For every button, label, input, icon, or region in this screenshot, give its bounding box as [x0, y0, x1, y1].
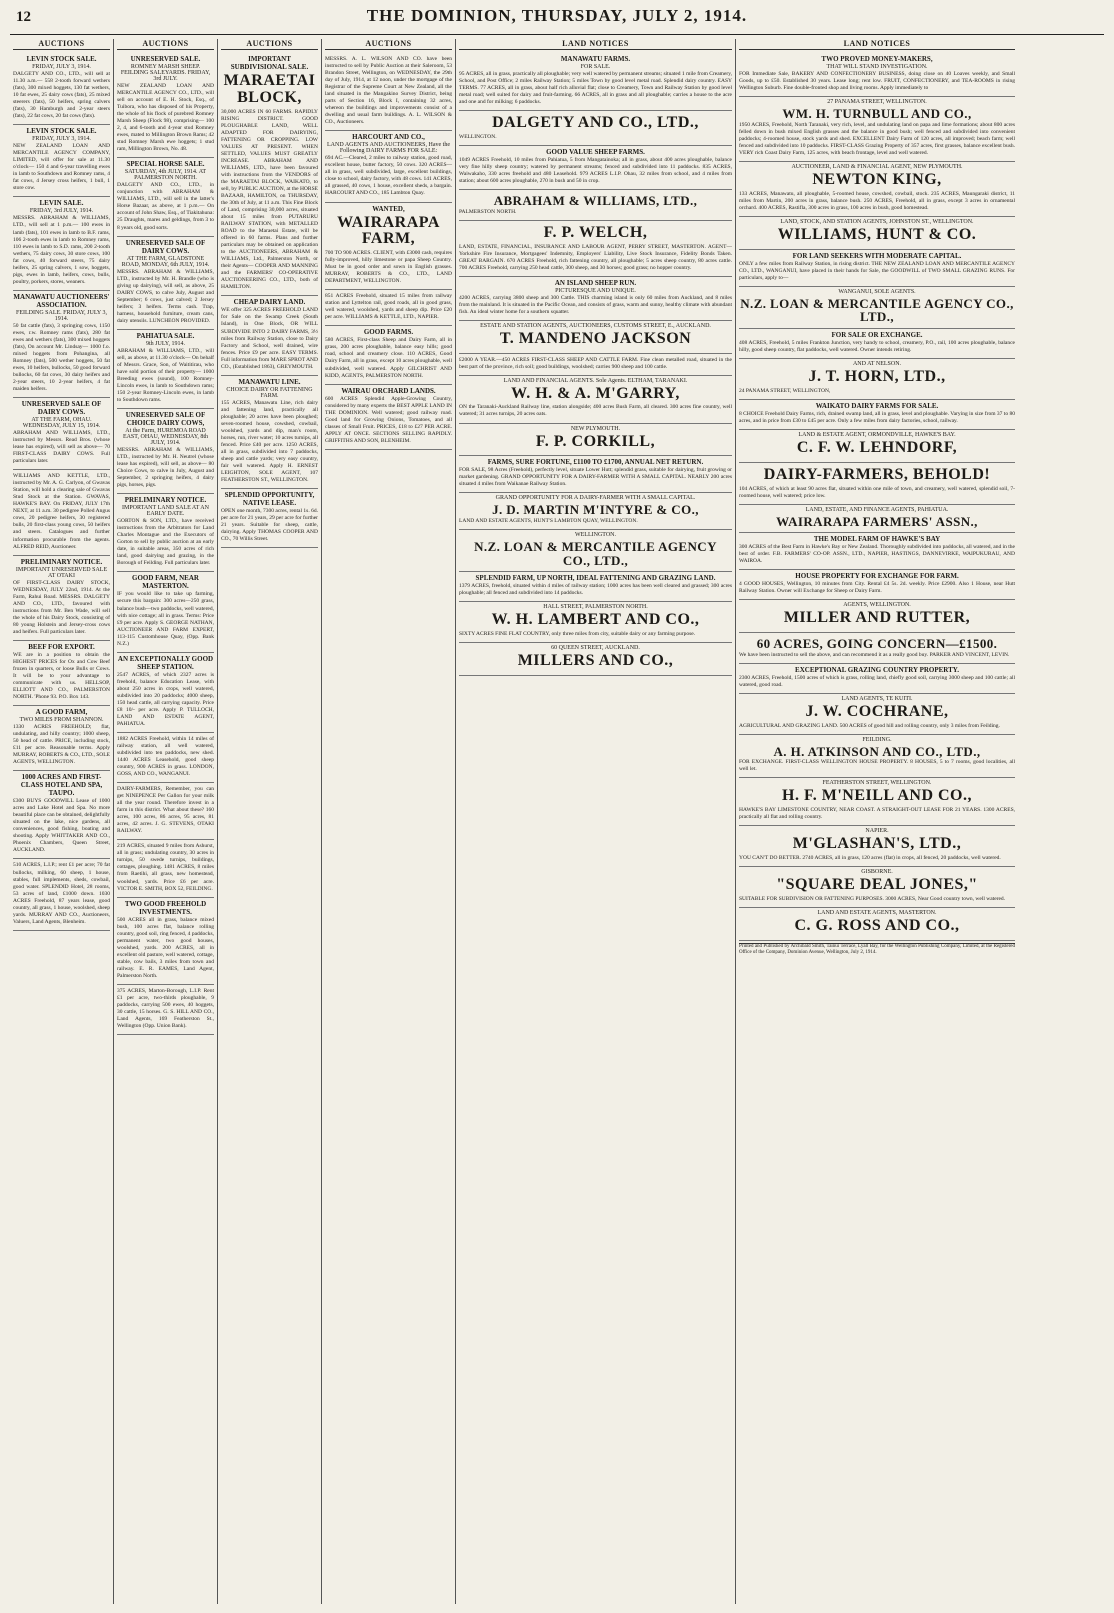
ad-heading: WANTED, [372, 204, 405, 213]
ad-subheading: WELLINGTON. [574, 532, 617, 539]
advertisement [459, 572, 732, 602]
advertisement [13, 859, 110, 930]
advertisement [459, 146, 732, 190]
column-5 [456, 39, 736, 1604]
advertisement [739, 633, 1015, 664]
column-1 [10, 39, 114, 1604]
col1-ads [13, 53, 110, 931]
ad-display-name: WILLIAMS, HUNT & CO. [777, 225, 977, 243]
ad-subheading: HALL STREET, PALMERSTON NORTH. [543, 604, 648, 611]
ad-body-text: DALGETY AND CO., LTD., in conjunction with ABRAHAM & WILLIAMS, LTD., will sell in the latter's Horse Bazaar, as above, at 1 p.m.— On account of John Shaw, Esq., of Tiakitahuna: 25 Draughts, mares and geldings, from 3 to 8 years old, good sorts. [117, 182, 214, 231]
ad-subheading: LAND AND ESTATE AGENTS, MASTERTON. [817, 909, 937, 916]
ad-body-text: FOR Immediate Sale, BAKERY AND CONFECTIONERY BUSINESS, doing close on 40 Loaves weekly, and Small Goods, up to £50. Established 30 years. Lease long; rent low. FRUIT, CONFECTIONERY, and TEA-ROOMS in rising Wellington Suburb. Fine double-fronted shop and living rooms. Apply immediately to [739, 71, 1015, 92]
ad-display-name: DALGETY AND CO., LTD., [492, 114, 699, 132]
col3-ads [221, 53, 318, 548]
ad-heading: PAHIATUA SALE. [136, 331, 195, 340]
advertisement [325, 53, 452, 131]
advertisement [459, 321, 732, 354]
ad-heading: TWO PROVED MONEY-MAKERS, [821, 55, 933, 63]
ad-display-name: A. H. ATKINSON AND CO., LTD., [773, 743, 981, 759]
ad-subheading: FEILDING SALE. FRIDAY, JULY 3, 1914. [15, 309, 108, 322]
ad-heading: HOUSE PROPERTY FOR EXCHANGE FOR FARM. [795, 572, 959, 581]
ad-subheading: FEATHERSTON STREET, WELLINGTON. [822, 780, 932, 787]
col6-ads [739, 53, 1015, 941]
ad-display-name: MILLER AND RUTTER, [783, 609, 971, 627]
ad-body-text: 2300 ACRES, Freehold, 1500 acres of which is grass, rolling land, chiefly good soil, carrying 3000 sheep and 100 cattle; all watered, good road. [739, 674, 1015, 688]
ad-subheading: 27 PANAMA STREET, WELLINGTON. [827, 99, 927, 106]
advertisement [325, 385, 452, 450]
ad-body-text: WELLINGTON. [459, 133, 497, 140]
ad-body-text: MESSRS. ABRAHAM & WILLIAMS, LTD., instructed by Mr. H. Brandle (who is giving up dairying), will sell, as above, 25 DAIRY COWS, to calve July, August and September; 6 cows, just calved; 2 Jersey heifers; 3 heifers. Terms cash. Trap, harness, household furniture, cream cans, dairy utensils. LUNCHEON PROVIDED. [117, 268, 214, 324]
ad-body-text: WE are in a position to obtain the HIGHEST PRICES for Ox and Cow Beef frozen in quarters, or loose Bulls or Cows. It will be to your advantage to communicate with us. HELLSOP, ELLIOTT AND CO., PALMERSTON NORTH. 'Phone 93. P.O. Box 143. [13, 651, 110, 700]
advertisement [739, 430, 1015, 463]
ad-body-text: PALMERSTON NORTH. [459, 208, 517, 215]
advertisement [739, 97, 1015, 162]
ad-heading: FOR LAND SEEKERS WITH MODERATE CAPITAL. [792, 251, 962, 260]
ad-display-name: "SQUARE DEAL JONES," [776, 876, 978, 894]
ad-body-text: 300 ACRES of the Best Farm in Hawke's Bay or New Zealand. Thoroughly subdivided into paddocks, all watered, and in the best of order. F.B. FARMERS' CO-OP. ASSN., LTD., NAPIER, HASTINGS, DANNEVIRKE, WAIPUKURAU, AND WAIROA. [739, 544, 1015, 565]
ad-body-text: SUITABLE FOR SUBDIVISION OR FATTENING PURPOSES. 3000 ACRES, Near Good country town, well watered. [739, 895, 1006, 902]
ad-heading: UNRESERVED SALE OF CHOICE DAIRY COWS, [125, 411, 206, 428]
ad-body-text: LAND, ESTATE, FINANCIAL, INSURANCE AND LABOUR AGENT, PERRY STREET, MASTERTON. AGENT—Yorkshire Fire Insurance, Mortgagees' Indemnity, Employers' Liability, Live Stock Insurance, Fidelity Bonds Taken. GREAT BARGAIN. 670 ACRES Freehold, rich fattening country, all ploughable; 5 acres sheep country, 80 acres cattle. 700 ACRES Freehold, carrying 250 head cattle, 300 sheep, and 30 horses; good grass; no hopper country. [459, 243, 732, 271]
advertisement [117, 330, 214, 409]
ad-heading: IMPORTANT SUBDIVISIONAL SALE. [230, 55, 309, 71]
advertisement [221, 489, 318, 548]
advertisement [459, 111, 732, 146]
ad-subheading: 9th JULY, 1914. [146, 340, 185, 347]
advertisement [459, 376, 732, 424]
ad-display-name: 60 ACRES, GOING CONCERN—£1500. [756, 636, 998, 652]
column-heading: AUCTIONS [221, 39, 318, 50]
advertisement [739, 600, 1015, 633]
col5-ads [459, 53, 732, 676]
ad-body-text: 1330 ACRES FREEHOLD; flat, undulating, and hilly country; 1000 sheep, 50 head of cattle. PRICE, including stock, £11 per acre. Reasonable terms. Apply MURRAY, ROBERTS & CO., LTD., SOLE AGENTS, WELLINGTON. [13, 724, 110, 766]
ad-body-text: HAWKE'S BAY LIMESTONE COUNTRY, NEAR COAST. A STRAIGHT-OUT LEASE FOR 21 YEARS. 1300 ACRES, practically all flat and rolling country. [739, 807, 1015, 821]
advertisement [325, 203, 452, 291]
ad-subheading: LAND & ESTATE AGENT, ORMONDVILLE, HAWKE'S BAY. [798, 431, 956, 438]
advertisement [739, 400, 1015, 430]
advertisement [13, 771, 110, 859]
ad-display-name: WAIRARAPA FARM, [337, 213, 440, 248]
ad-body-text: ABRAHAM AND WILLIAMS, LTD., instructed by Messrs. Read Bros. (whose lease has expired), will sell as above— 70 FIRST-CLASS DAIRY COWS. Full particulars later. [13, 430, 110, 465]
column-heading: AUCTIONS [117, 39, 214, 50]
advertisement [117, 409, 214, 494]
advertisement [739, 250, 1015, 287]
ad-heading: PRELIMINARY NOTICE. [20, 557, 103, 566]
advertisement [13, 398, 110, 470]
advertisement [221, 53, 318, 296]
advertisement [459, 424, 732, 457]
ad-subheading: AT THE FARM, GLADSTONE ROAD, MONDAY, 6th JULY, 1914. [121, 255, 210, 268]
ad-body-text: 500 ACRES all in grass, balance mixed bush, 100 acres flat, balance rolling country, good soil, ring fenced, 4 paddocks, permanent water, two good houses, woolshed, yards. 200 ACRES, all in excellent old pasture, well watered, cottage, stable, cow bails, 3 miles from town and railway. E. R. EAMES, Land Agent, Palmerston North. [117, 916, 214, 979]
advertisement [739, 463, 1015, 505]
advertisement [739, 570, 1015, 600]
advertisement [325, 131, 452, 202]
ad-heading: GOOD FARM, NEAR MASTERTON. [132, 574, 199, 591]
advertisement [13, 53, 110, 125]
advertisement [221, 296, 318, 375]
advertisement [739, 217, 1015, 250]
ad-body-text: ON the Taranaki-Auckland Railway line, station alongside; 400 acres Bush Farm, all cleared. 300 acres fine country, well watered; 31 acres turnips, 20 acres oats. [459, 404, 732, 418]
ad-body-text: MESSRS. A. L. WILSON AND CO. have been instructed to sell by Public Auction at their Saleroom, 53 Brandon Street, Wellington, on WEDNESDAY, the 29th day of July, 1914, at 12 noon, under the mortgage of the Registrar of the Supreme Court at New Zealand, all the land situated in the Mangakino Survey District, being parts of Section 16, Block I, containing 32 acres, whereon the buildings and improvements consist of a dwelling and usual farm buildings. A. L. WILSON & CO., Auctioneers. [325, 56, 452, 126]
ad-heading: GOOD FARMS. [363, 328, 414, 337]
col2-ads [117, 53, 214, 1035]
ad-body-text: NEW ZEALAND LOAN AND MERCANTILE AGENCY CO., LTD., will sell on account of E. H. Stock, Esq., of Tuibora, who has disposed of his Property, the whole of his flock of purebred Romney Marsh Sheep (Flock 98), comprising— 100 2, 4, and 6-tooth and 4-year stud Romney ewes, mated to Millington Brown Rams; 42 stud Romney Marsh ewe hoggets; 1 stud ram, Millington Brown, No. 48. [117, 83, 214, 153]
column-4 [322, 39, 456, 1604]
ad-body-text: We have been instructed to sell the above, and can recommend it as a really good buy. PARKER AND VINCENT, LEVIN. [739, 651, 1010, 658]
ad-subheading: NAPIER. [865, 828, 889, 835]
advertisement [459, 190, 732, 221]
ad-subheading: LAND AND FINANCIAL AGENTS. Sole Agents. ELTHAM, TARANAKI. [503, 377, 688, 384]
ad-body-text: 408 ACRES, Freehold, 5 miles Frankton Junction, very handy to school, creamery, P.O., rail, 100 acres ploughable, balance hilly, good sheep country, flat paddocks, well watered. Owner intends retiring. [739, 339, 1015, 353]
ad-body-text: 155 ACRES, Manawatu Line, rich dairy and fattening land, practically all ploughable; 20 acres have been ploughed; seven-roomed house, cowshed, cowbail, woolshed, yards and dip, man's room, horses, run, river water; 10 acres turnips, all fenced. Price £40 per acre. 1250 ACRES, all in grass, subdivided into 7 paddocks, sheep and cattle yards; very easy country, fair well watered. Apply H. ERNEST LEIGHTON, SOLE AGENT, 107 FEATHERSTON ST., WELLINGTON. [221, 399, 318, 484]
ad-body-text: 1049 ACRES Freehold, 10 miles from Pahiatua, 5 from Mangatainoka; all in grass, about 400 acres ploughable, balance very fine hilly sheep country; watered by permanent streams; fenced and subdivided into 11 paddocks. 835 ACRES, Waiwakaho, 330 acres freehold and 480 Leasehold. 979 ACRES L.I.P. Ohau, 32 miles from school, and 4 miles from station; about 600 acres ploughable, 270 in bush and 50 in crop. [459, 156, 732, 185]
newspaper-title: THE DOMINION, THURSDAY, JULY 2, 1914. [366, 6, 748, 25]
ad-heading: FARMS, SURE FORTUNE, £1100 TO £1700, ANNUAL NET RETURN. [487, 458, 704, 467]
ad-heading: MANAWATU FARMS. [560, 55, 631, 63]
advertisement [739, 359, 1015, 400]
ad-body-text: MESSRS. ABRAHAM & WILLIAMS, LTD., instructed by Mr. H. Neutrel (whose lease has expired), will sell, as above— 80 Choice Cows, to calve in July, August and September, 2 springing heifers, 4 dairy pigs, horses, pigs. [117, 447, 214, 489]
column-2 [114, 39, 218, 1604]
ad-body-text: 375 ACRES, Marton-Borough, L.I.P. Rent £1 per acre, two-thirds ploughable, 9 paddocks, carrying 500 ewes, 40 hoggets, 30 cattle, 15 horses. G. S. HILL AND CO., Land Agents, 169 Featherston St., Wellington (Opp. Union Bank). [117, 987, 214, 1029]
ad-body-text: 1379 ACRES, freehold, situated within 4 miles of railway station; 1000 acres has been well cleared and grassed; 300 acres ploughable; all fenced and subdivided into 14 paddocks. [459, 583, 732, 597]
ad-body-text: 24 PANAMA STREET, WELLINGTON, [739, 387, 831, 394]
advertisement [739, 287, 1015, 329]
advertisement [739, 664, 1015, 694]
ad-body-text: FOR SALE, 98 Acres (Freehold), perfectly level, situate Lower Hutt; splendid grass, suitable for dairying, fruit growing or market gardening. GRAND OPPORTUNITY FOR A DAIRY-FARMER WITH A SMALL CAPITAL. NEARLY 200 acres situated 4 miles from Waikanae Railway Station. [459, 467, 732, 488]
advertisement [459, 456, 732, 493]
ad-subheading: NEW PLYMOUTH. [570, 425, 621, 432]
ad-body-text: 8 CHOICE Freehold Dairy Farms, rich, drained swamp land, all in grass, level and ploughable. Varying in size from 37 to 80 acres, and in price from £30 to £45 per acre. Only a few miles from dairy factories, school, railway. [739, 410, 1015, 424]
ad-display-name: J. W. COCHRANE, [805, 702, 949, 720]
ad-heading: UNRESERVED SALE OF DAIRY COWS. [125, 238, 206, 255]
ad-subheading: PICTURESQUE AND UNIQUE. [555, 287, 636, 294]
advertisement [459, 354, 732, 376]
advertisement [739, 867, 1015, 908]
advertisement [459, 53, 732, 111]
ad-body-text: LAND AND ESTATE AGENTS, HUNT'S LAMBTON QUAY, WELLINGTON. [459, 518, 638, 525]
ad-display-name: ABRAHAM & WILLIAMS, LTD., [493, 193, 698, 209]
imprint: Printed and Published by Archibald Smith, Tainui Terrace, Lyall Bay, for the Wellington Publishing Company, Limited, at the Registered Office of the Company, Dominion Avenue, Wellington, July 2, 1914. [739, 943, 1015, 956]
ad-subheading: GRAND OPPORTUNITY FOR A DAIRY-FARMER WITH A SMALL CAPITAL. [495, 495, 696, 502]
column-heading: LAND NOTICES [739, 39, 1015, 50]
ad-heading: UNRESERVED SALE OF DAIRY COWS. [21, 400, 102, 417]
ad-heading: SPECIAL HORSE SALE. [126, 160, 205, 169]
ad-subheading: ESTATE AND STATION AGENTS, AUCTIONEERS, CUSTOMS STREET, E., AUCKLAND. [480, 322, 711, 329]
ad-display-name: N.Z. LOAN & MERCANTILE AGENCY CO., LTD., [474, 539, 717, 568]
advertisement [459, 530, 732, 572]
ad-body-text: FOR EXCHANGE. FIRST-CLASS WELLINGTON HOUSE PROPERTY. 8 HOUSES, 5 to 7 rooms, good localities, all well let. [739, 759, 1015, 773]
ad-body-text: 4200 ACRES, carrying 3800 sheep and 300 Cattle. THIS charming island is only 60 miles from Auckland, and 8 miles from the mainland. It is situated in the Pacific Ocean, and consists of grass, warm and sunny, healthy climate with abundant fish. An ideal winter home for a southern squatter. [459, 294, 732, 315]
ad-body-text: 219 ACRES, situated 9 miles from Ashurst, all in grass; undulating country, 30 acres in turnips, 50 swede turnips, buildings, cottages, ploughing. 1481 ACRES, 8 miles from Raetihi, all grass, new homestead, woolshed, yards. Price £6 per acre. VICTOR E. SMITH, BOX 52, FEILDING. [117, 843, 214, 892]
ad-body-text: 1950 ACRES, Freehold, North Taranaki, very rich, level, and undulating land on papa and lime formations; about 800 acres felled down in bush mixed English grasses and the balance in good bush; well fenced and subdivided into convenient paddocks; 4-roomed house, stock yards and shed. EXCELLENT Dairy Farm of 120 acres, all improved; beach farm; well fenced and subdivided into 10 paddocks. FIRST-CLASS Grazing Property of 357 acres, first grasses, balance excellent bush. VERY rich Coast Dairy Farm, 125 acres, with beach frontage, level and well watered. [739, 121, 1015, 156]
ad-heading: BEEF FOR EXPORT. [28, 642, 95, 651]
ad-heading: GOOD VALUE SHEEP FARMS. [546, 147, 645, 156]
advertisement [13, 197, 110, 290]
ad-subheading: FOR SALE. [580, 64, 611, 70]
ad-subheading: THAT WILL STAND INVESTIGATION. [826, 64, 928, 70]
ad-display-name: N.Z. LOAN & MERCANTILE AGENCY CO., LTD., [740, 295, 1014, 325]
ad-heading: AN EXCEPTIONALLY GOOD SHEEP STATION. [117, 654, 214, 671]
ad-subheading: WANGANUI, SOLE AGENTS. [838, 288, 916, 295]
advertisement [739, 505, 1015, 534]
ad-body-text: OPEN one month, 7300 acres, rental 1s. 6d. per acre for 21 years, 29 per acre for further 21 years. Suitable for sheep, cattle, dairying. Apply THOMAS COOPER AND CO., 70 Willis Street. [221, 508, 318, 543]
advertisement [13, 470, 110, 555]
advertisement [117, 898, 214, 985]
advertisement [117, 985, 214, 1035]
advertisement [739, 329, 1015, 359]
advertisement [117, 158, 214, 236]
ad-body-text: DAIRY-FARMERS, Remember, you can get NINEPENCE Per Gallon for your milk all the year round. Therefore invest in a farm in this district. What about these? 160 acres, 100 acres, 86 acres, 95 acres, 81 acres, 42 acres. J. G. STEVENS, OTAKI RAILWAY. [117, 786, 214, 835]
ad-subheading: AND AT NELSON. [852, 361, 902, 368]
advertisement [739, 778, 1015, 826]
advertisement [739, 694, 1015, 735]
ad-subheading: SATURDAY, 4th JULY, 1914. AT PALMERSTON NORTH. [124, 169, 207, 182]
advertisement [117, 783, 214, 840]
advertisement [739, 162, 1015, 217]
ad-heading: PRELIMINARY NOTICE. [124, 496, 207, 505]
ad-body-text: IF you would like to take up farming, secure this bargain: 300 acres—250 grass, balance bush—two paddocks, well watered, with nice cottage; all in grass. Terms: Price £9 per acre. Apply S. GEORGE NATHAN, AUCTIONEER AND FARM EXPERT, 113-115 Customhouse Quay, (Opp. Bank N.Z.) [117, 591, 214, 647]
ad-body-text: 694 AC.—Cleared, 2 miles to railway station, good road, excellent house, butter factory, 50 cows. 320 ACRES—all in grass, well subdivided, large, excellent buildings, close to school, dairy factory, with 48 cows. 141 ACRES, all grassed, 40 cows, 1 house, excellent sheds, a bargain. HARCOURT AND CO., 185 Lambton Quay. [325, 155, 452, 197]
advertisement [117, 733, 214, 783]
advertisement [221, 376, 318, 489]
advertisement [117, 494, 214, 572]
ad-body-text: 1882 ACRES Freehold, within 14 miles of railway station, all well watered, subdivided into ten paddocks, new shed. 1440 ACRES Leasehold, good sheep country, 900 ACRES in grass. LONDON, GOSS, AND CO., WANGANUI. [117, 735, 214, 778]
ad-body-text: DALGETY AND CO., LTD., will sell at 11.30 a.m.— 558 2-tooth forward wethers (fats), 300 mixed hoggets, 130 fat wethers, 10 fat ewes, 25 dairy cows (fats), 25 mixed steerers (fats), 50 heifers, spring calvers (fats), 30 Hamburgh and 2-year steers (fats), 22 fat cows, 20 fat cows (fats). [13, 71, 110, 120]
ad-subheading: LAND AGENTS AND AUCTIONEERS, Have the Following DAIRY FARMS FOR SALE: [327, 142, 450, 155]
ad-body-text: ABRAHAM & WILLIAMS, LTD., will sell, as above, at 11.30 o'clock— On behalf of Messrs. Grace, Son, of Waititirau, who have sold portion of their property— 1000 Breeding ewes (sound), 100 Romney-Lincoln ewes, in lamb to Southdown rams; 150 2-year Romney-Lincoln ewes, in lamb to Southdown rams. [117, 347, 214, 403]
ad-subheading: FRIDAY, JULY 3, 1914. [32, 64, 91, 70]
column-heading: AUCTIONS [13, 39, 110, 50]
advertisement [117, 840, 214, 897]
advertisement [739, 533, 1015, 570]
advertisement [739, 53, 1015, 97]
ad-body-text: 600 ACRES Splendid Apple-Growing Country, considered by many experts the BEST APPLE LAND IN THE DOMINION. Well watered; good railway road. Good land for Growing Onions, Tomatoes, and all classes of Small Fruit. PRICES, £18 to £27 PER ACRE. APPLY AT ONCE. SECTIONS SELLING RAPIDLY. GRIFFITHS AND SON, BLENHEIM. [325, 395, 452, 444]
ad-body-text: WILLIAMS AND KETTLE, LTD., instructed by Mr. A. G. Carlyon, of Gwavas Station, will hold a clearing sale of Gwavas Stud Stock at the Station. GWAVAS, HAWKE'S BAY. On FRIDAY, JULY 17th NEXT, at 11 a.m. 30 pedigree Polled Angus cows, 20 pedigree heifers, 30 registered bulls, 20 first-class young cows, 50 heifers and steers. Catalogues and further information procurable from the agents. ALFRED REID, Auctioneer. [13, 473, 110, 550]
advertisement [13, 641, 110, 706]
ad-heading: UNRESERVED SALE. [130, 55, 201, 63]
ad-subheading: FRIDAY, JULY 3, 1914. [32, 136, 91, 143]
ad-display-name: WAIRARAPA FARMERS' ASSN., [776, 513, 978, 529]
ad-heading: A GOOD FARM, [35, 708, 88, 717]
ad-display-name: F. P. WELCH, [543, 223, 648, 241]
ad-display-name: WM. H. TURNBULL AND CO., [782, 106, 972, 122]
ad-heading: MANAWATU AUCTIONEERS' ASSOCIATION. [13, 292, 110, 309]
page-number: 12 [16, 9, 31, 25]
ad-heading: LEVIN STOCK SALE. [26, 55, 97, 63]
ad-subheading: LAND, STOCK, AND STATION AGENTS, JOHNSTON ST., WELLINGTON. [780, 218, 974, 225]
ad-heading: HARCOURT AND CO., [352, 133, 425, 142]
ad-heading: THE MODEL FARM OF HAWKE'S BAY [813, 535, 941, 544]
ad-body-text: 30,000 ACRES IN 60 FARMS. RAPIDLY RISING DISTRICT. GOOD PLOUGHABLE LAND, WELL ADAPTED FOR DAIRYING, FATTENING OR CROPPING. LOW VALUES AT PRESENT. WHEN SETTLED, VALUES MUST GREATLY INCREASE. ABRAHAM AND WILLIAMS, LTD., have been favoured with instructions from the VENDORS of the MARAETAI BLOCK, WAIKATO, to sell, by PUBLIC AUCTION, at the HORSE BAZAAR, HAMILTON, on THURSDAY, the 30th of July, at 11 a.m. This Fine Block of Land, comprising 30,000 acres, situated about 15 miles from PUTARURU RAILWAY STATION, with METALLED ROAD to the Maraetai Estate, will be offered in 60 farms. Plans and further particulars may be obtained on application to the AUCTIONEERS, ABRAHAM & WILLIAMS, Ltd., Palmerston North, or their Agents— COOPER AND MANNING and the FARMERS' CO-OPERATIVE AUCTIONEERING CO., LTD., both of HAMILTON. [221, 108, 318, 291]
ad-display-name: NEWTON KING, [812, 170, 942, 188]
ad-body-text: 95 ACRES, all in grass, practically all ploughable; very well watered by permanent streams; situated 1 mile from Creamery, School, and Post Office; 2 miles Railway Station; 5 miles Town by good level metal road. Splendid dairy country. EASY TERMS. 77 ACRES, all in grass, about half rich alluvial flat; close to Creamery, Town and Railway Station by good level metal road; well suited for dairy and fruit-farming. 66 ACRES, all in grass and all ploughable; carries a house to the acre and one and for milking; 6 paddocks. [459, 71, 732, 106]
ad-heading: WAIRAU ORCHARD LANDS. [341, 386, 436, 395]
ad-body-text: 50 fat cattle (fats), 3 springing cows, 1150 ewes, r.w. Romney rams (fats), 280 fat ewes and wethers (fats), 300 mixed hoggets (fats), On account Mr. Lindsay— 1000 f.o. mixed hoggets from Pohangina, all Romney (fats), 500 wether hoggets, 50 fat ewes, 10 heifers, bullocks, 50 good forward bullocks, 60 fat cows, 30 dairy heifers and 2-year steers, 10 2-year heifers, 4 fat maiden heifers. [13, 322, 110, 393]
ad-display-name: H. F. M'NEILL AND CO., [782, 787, 972, 805]
column-3 [218, 39, 322, 1604]
advertisement [459, 221, 732, 277]
ad-display-name: DAIRY-FARMERS, BEHOLD! [763, 465, 991, 483]
ad-display-name: C. G. ROSS AND CO., [794, 916, 960, 934]
ad-subheading: FRIDAY, 3rd JULY, 1914. [29, 208, 94, 215]
masthead [10, 6, 1104, 35]
ad-body-text: SIXTY ACRES FINE FLAT COUNTRY, only three miles from city, suitable dairy or any farming purpose. [459, 631, 696, 638]
ad-display-name: MILLERS AND CO., [517, 652, 674, 670]
column-heading: AUCTIONS [325, 39, 452, 50]
ad-heading: LEVIN SALE. [39, 199, 84, 208]
advertisement [13, 125, 110, 197]
advertisement [117, 53, 214, 158]
ad-heading: FOR SALE OR EXCHANGE. [831, 330, 923, 339]
ad-subheading: GISBORNE. [861, 869, 893, 876]
ad-subheading: LAND, ESTATE, AND FINANCE AGENTS, PAHIATUA. [805, 506, 949, 513]
ad-display-name: J. D. MARTIN M'INTYRE & CO., [492, 502, 699, 518]
ad-body-text: MESSRS. ABRAHAM & WILLIAMS, LTD., will sell at 1 p.m.— 100 ewes in lamb (fats), 101 ewes in lamb to B.F. rams, 106 2-tooth ewes in lamb to Romney rams, 110 ewes in lamb to S.D. rams, 200 2-tooth wethers, 75 dairy cows, 30 store cows, 100 fat cows, 40 forward steers, 75 dairy heifers, 25 spring calvers, 1 sow, hoggets, pigs, ewes in lamb, heifers, cows, bulls, poultry, porkers, stores, weaners. [13, 215, 110, 285]
advertisement [459, 277, 732, 321]
ad-body-text: WE offer 325 ACRES FREEHOLD LAND for Sale on the Swamp Creek (South Island), in One Block, OR WILL SUBDIVIDE INTO 2 DAIRY FARMS, 3½ miles from Railway Station, close to Dairy Factory and School, well drained, wire fences. Price £9 per acre. EASY TERMS. Full information from MARE SPROT AND CO., (Established 1863), GREYMOUTH. [221, 307, 318, 370]
ad-heading: TWO GOOD FREEHOLD INVESTMENTS. [124, 899, 207, 916]
ad-body-text: NEW ZEALAND LOAN AND MERCANTILE AGENCY COMPANY, LIMITED, will offer for sale at 11.30 o'clock— 150 4 and 6-year travelling ewes in lamb to Southdown and Romney rams, 4 fat cows, 4 Jersey cross heifers, 1 bull, 1 store cow. [13, 143, 110, 192]
ad-body-text: 700 TO 900 ACRES. CLIENT, with £3000 cash, requires fully-improved, hilly limestone or papa Sheep Country. Must be in good order and sown in English grasses. MURRAY, ROBERTS & CO., LTD., LAND DEPARTMENT, WELLINGTON. [325, 250, 452, 285]
ad-display-name: W. H. LAMBERT AND CO., [491, 611, 700, 629]
ad-heading: SPLENDID FARM, UP NORTH, IDEAL FATTENING AND GRAZING LAND. [475, 574, 716, 583]
advertisement [117, 653, 214, 733]
ad-heading: LEVIN STOCK SALE. [26, 127, 97, 136]
ad-heading: MANAWATU LINE. [238, 377, 301, 386]
columns [10, 39, 1104, 1604]
ad-subheading: At the Farm, HUREMOA ROAD EAST, OHAU, WEDNESDAY, 8th JULY, 1914. [122, 428, 209, 447]
advertisement [13, 291, 110, 398]
advertisement [459, 643, 732, 676]
ad-subheading: AGENTS, WELLINGTON. [843, 602, 911, 609]
ad-body-text: GORTON & SON, LTD., have received instructions from the Arbitrators for Land Charles Montague and the Executors of Gorton to sell by public auction at an early date, in suitable areas, 350 acres of rich land, good dairying and grazing, in the Borough of Feilding. Full particulars later. [117, 518, 214, 567]
ad-subheading: TWO MILES FROM SHANNON. [19, 717, 104, 724]
ad-display-name: M'GLASHAN'S, LTD., [792, 835, 962, 853]
ad-body-text: 4 GOOD HOUSES, Wellington, 10 minutes from City. Rental £4 5s. 2d. weekly. Price £2900. Also 1 House, near Hutt Railway Station. Owner will Exchange for Sheep or Dairy Farm. [739, 581, 1015, 595]
ad-subheading: CHOICE DAIRY OR FATTENING FARM. [226, 386, 313, 399]
column-heading: LAND NOTICES [459, 39, 732, 50]
ad-body-text: AGRICULTURAL AND GRAZING LAND. 500 ACRES of good hill and rolling country, only 3 miles from Feilding. [739, 722, 1000, 729]
ad-body-text: 133 ACRES, Manawatu, all ploughable, 5-roomed house, cowshed, cowbail, stock. 235 ACRES, Maungaraki district, 11 miles from Martin, 200 acres in grass, balance bush. 250 ACRES, Freehold, all in grass, except 3 acres in ornamental orchard. 400 ACRES, Rastifla, 300 acres in grass, 100 acres in bush, good homestead. [739, 190, 1015, 211]
ad-subheading: ROMNEY MARSH SHEEP. FEILDING SALEYARDS. FRIDAY, 3rd JULY. [120, 64, 211, 82]
advertisement [325, 326, 452, 384]
ad-subheading: LAND AGENTS, TE KUITI. [841, 695, 913, 702]
ad-display-name: C. F. W. LEHNDORF, [796, 438, 958, 456]
ad-heading: CHEAP DAIRY LAND. [233, 298, 306, 307]
advertisement [739, 826, 1015, 867]
ad-display-name: W. H. & A. M'GARRY, [511, 384, 680, 402]
ad-body-text: 2547 ACRES, of which 2327 acres is freehold, balance Education Lease, with about 250 acres in crops, well watered, subdivided into 20 paddocks; 4000 sheep, 150 head cattle, all carrying capacity. Price £8 10/- per acre. Apply P. TULLOCH, LAND AND ESTATE AGENT, PAHIATUA. [117, 671, 214, 727]
ad-heading: AN ISLAND SHEEP RUN. [554, 278, 637, 287]
ad-subheading: IMPORTANT LAND SALE AT AN EARLY DATE. [122, 505, 209, 518]
ad-body-text: £300 BUYS GOODWILL Lease of 1000 acres and Lake Hotel and Spa. No more beautiful place can be obtained, delightfully situated on the lake, nice gardens, all conveniences, good fishing, boating and shooting. Apply WHITTAKER AND CO., Phoenix Chambers, Queen Street, AUCKLAND. [13, 798, 110, 854]
ad-body-text: ONLY a few miles from Railway Station, in rising district. THE NEW ZEALAND LOAN AND MERCANTILE AGENCY CO., LTD., WANGANUI, have placed in their hands for Sale, the GOODWILL of TWO SMALL GRAZING RUNS. For particulars, apply to— [739, 260, 1015, 281]
ad-subheading: 60 QUEEN STREET, AUCKLAND. [551, 645, 640, 652]
col4-ads [325, 53, 452, 450]
advertisement [739, 908, 1015, 941]
advertisement [13, 706, 110, 771]
ad-display-name: F. P. CORKILL, [535, 432, 656, 450]
ad-subheading: AT THE FARM, OHAU. WEDNESDAY, JULY 15, 1914. [22, 417, 101, 430]
ad-display-name: J. T. HORN, LTD., [808, 368, 946, 386]
advertisement [117, 237, 214, 330]
ad-subheading: IMPORTANT UNRESERVED SALE AT OTAKI [15, 566, 108, 579]
ad-subheading: AUCTIONEER, LAND & FINANCIAL AGENT, NEW PLYMOUTH. [791, 163, 963, 170]
ad-body-text: 510 ACRES, L.I.P.; rent £1 per acre; 70 fat bullocks, milking, 60 sheep, 1 house, stables, full implements, sheds, cowbail, good water. SPLENDID Hotel, 28 rooms, 53 acres of land, £1000 down. 1030 ACRES Freehold, 87 years lease, good country, all grass, 1 house, woolshed, sheep yards. MURRAY AND CO., Auctioneers, Valuers, Land Agents, Blenheim. [13, 862, 110, 925]
ad-display-name: MARAETAI BLOCK, [223, 72, 316, 106]
ad-body-text: 851 ACRES Freehold, situated 15 miles from railway station and Lyttelton rail, good roads, all in good grass, well watered, woolshed, yards and sheep dip. Price £20 per acre. WILLIAMS & KETTLE, LTD., NAPIER. [325, 293, 452, 321]
ad-heading: 1000 ACRES AND FIRST-CLASS HOTEL AND SPA, TAUPO. [20, 773, 103, 798]
ad-body-text: £2000 A YEAR.—450 ACRES FIRST-CLASS SHEEP AND CATTLE FARM. Fine clean metalled road, situated in the best part of the province, rich soil; good buildings, woolshed; carries 900 sheep and 100 cattle. [459, 356, 732, 370]
advertisement [459, 493, 732, 530]
ad-body-text: 580 ACRES, First-class Sheep and Dairy Farm, all in grass, 200 acres ploughable, balance easy hills; good road, school and creamery close. 110 ACRES, Good Dairy Farm, all in grass, except 10 acres ploughable, well subdivided, well watered. Apply GILCHRIST AND KIDD, AGENTS, PALMERSTON NORTH. [325, 337, 452, 379]
ad-display-name: T. MANDENO JACKSON [499, 329, 692, 347]
ad-heading: WAIKATO DAIRY FARMS FOR SALE. [815, 401, 939, 410]
advertisement [13, 556, 110, 641]
ad-body-text: 104 ACRES, of which at least 90 acres flat, situated within one mile of town, and creamery, well watered, splendid soil, 7-roomed house, well watered; price low. [739, 485, 1015, 499]
advertisement [325, 290, 452, 326]
advertisement [117, 572, 214, 652]
ad-heading: EXCEPTIONAL GRAZING COUNTRY PROPERTY. [795, 665, 959, 674]
ad-body-text: OF FIRST-CLASS DAIRY STOCK, WEDNESDAY, JULY 22nd, 1914. At the Farm, Rahui Road. MESSRS. DALGETY AND CO., LTD., favoured with instructions from Mr. Ben Wade, will sell the whole of his Dairy Stock, consisting of 80 young Holstein and Jersey-cross cows and heifers. Full particulars later. [13, 579, 110, 635]
advertisement [459, 602, 732, 643]
ad-body-text: YOU CAN'T DO BETTER. 2740 ACRES, all in grass, 120 acres (flat) in crops, all fenced, 20 paddocks, well watered. [739, 855, 1001, 862]
ad-subheading: FEILDING. [862, 736, 892, 743]
ad-heading: SPLENDID OPPORTUNITY, NATIVE LEASE. [224, 491, 315, 508]
advertisement [739, 735, 1015, 779]
column-6 [736, 39, 1018, 1604]
